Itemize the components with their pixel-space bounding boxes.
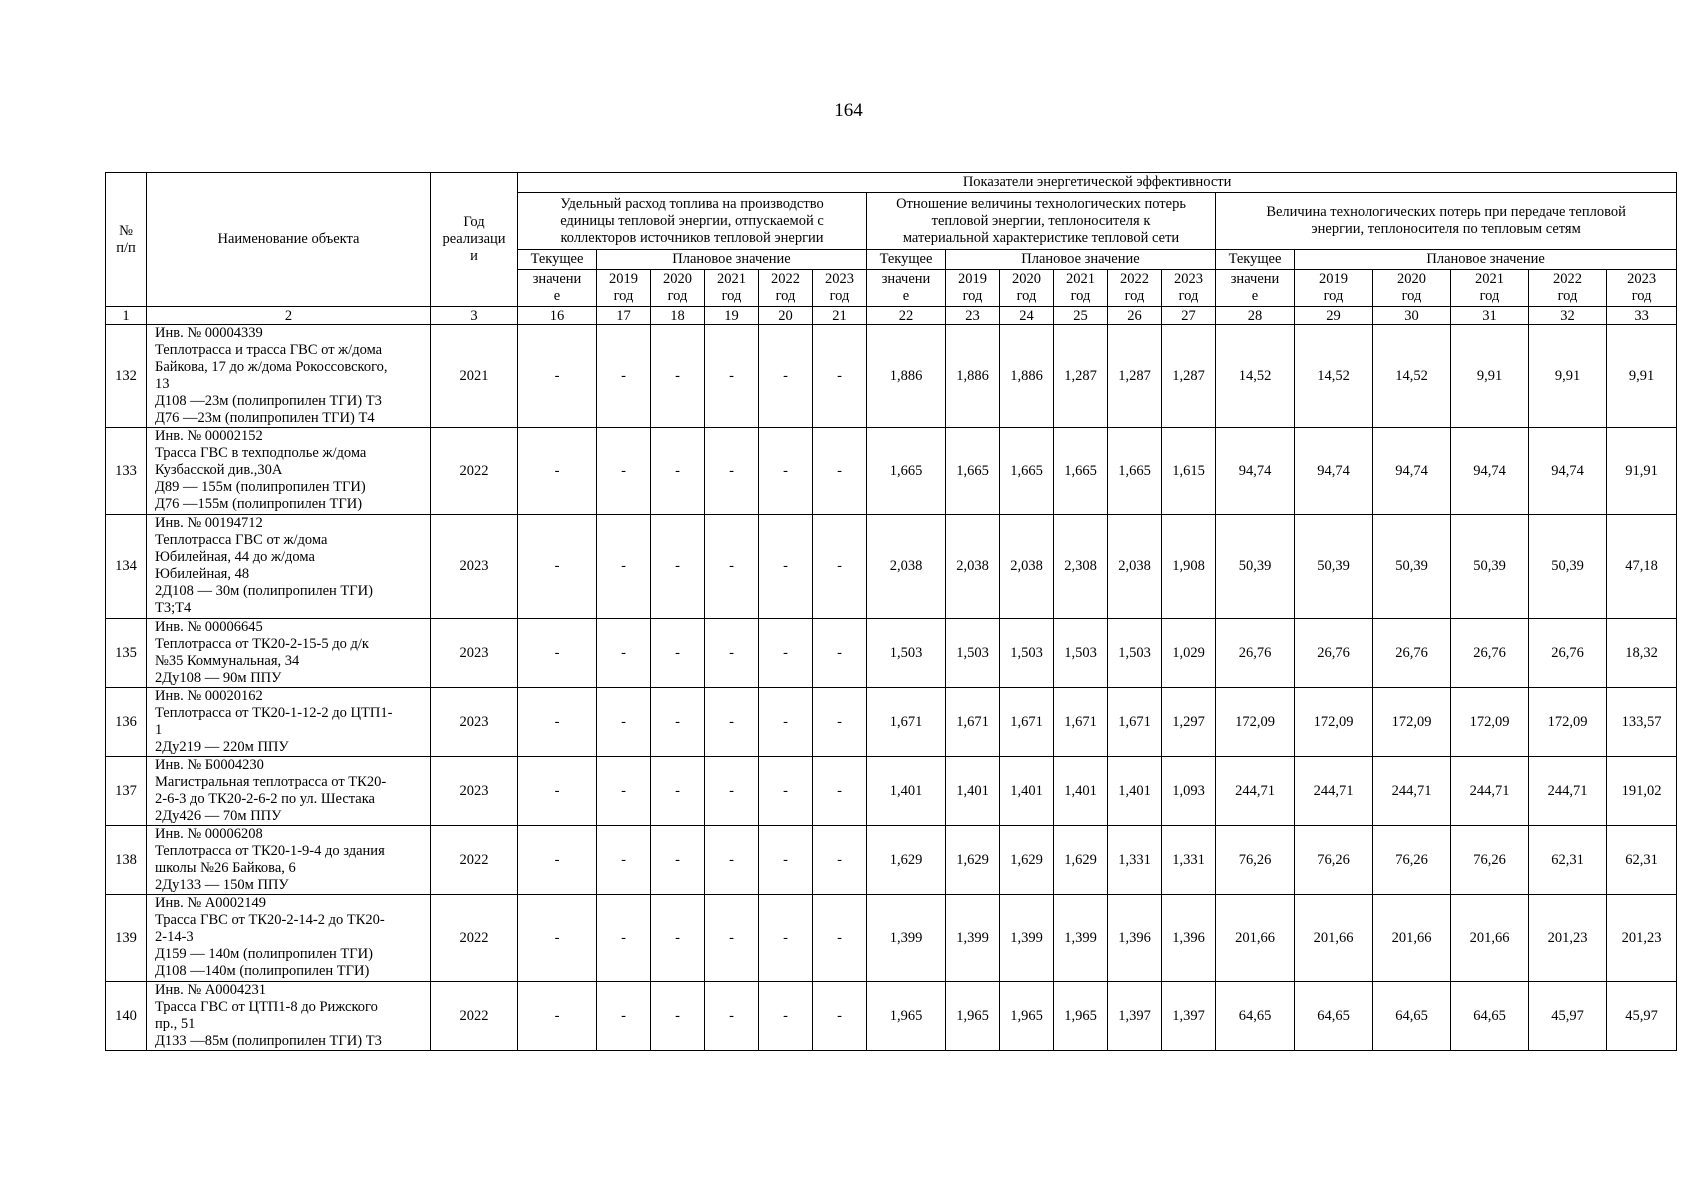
indicator-value: 1,665: [946, 428, 1000, 515]
indicator-value: -: [518, 515, 597, 619]
indicator-value: -: [597, 515, 651, 619]
indicator-value: -: [651, 619, 705, 688]
indicator-value: -: [759, 688, 813, 757]
indicator-value: 50,39: [1216, 515, 1295, 619]
indicator-value: 26,76: [1529, 619, 1607, 688]
row-number: 137: [106, 757, 147, 826]
header-year-4: 2023 год: [1607, 270, 1677, 307]
indicator-value: -: [705, 895, 759, 982]
column-number: 24: [1000, 307, 1054, 325]
indicator-value: -: [705, 515, 759, 619]
indicator-value: 1,665: [867, 428, 946, 515]
indicator-value: 14,52: [1216, 325, 1295, 428]
table-header: [106, 173, 1677, 325]
row-number: 136: [106, 688, 147, 757]
indicator-value: 172,09: [1373, 688, 1451, 757]
indicator-value: 2,038: [1108, 515, 1162, 619]
indicator-value: 201,66: [1373, 895, 1451, 982]
column-number: 20: [759, 307, 813, 325]
indicator-value: 94,74: [1451, 428, 1529, 515]
indicator-value: -: [597, 688, 651, 757]
indicator-value: 47,18: [1607, 515, 1677, 619]
indicator-value: 172,09: [1216, 688, 1295, 757]
row-number: 134: [106, 515, 147, 619]
table-row: [106, 688, 1677, 757]
header-current: Текущее: [1216, 250, 1295, 270]
indicator-value: 64,65: [1451, 982, 1529, 1051]
header-year-2: 2021 год: [1054, 270, 1108, 307]
indicator-value: 1,287: [1054, 325, 1108, 428]
indicator-value: 1,503: [867, 619, 946, 688]
header-year-2: 2021 год: [1451, 270, 1529, 307]
indicator-value: 1,503: [1000, 619, 1054, 688]
indicator-value: -: [518, 688, 597, 757]
indicator-value: 1,399: [867, 895, 946, 982]
indicator-value: 191,02: [1607, 757, 1677, 826]
header-year-2: 2021 год: [705, 270, 759, 307]
indicator-value: -: [705, 982, 759, 1051]
table-row: [106, 325, 1677, 428]
table-row: [106, 757, 1677, 826]
indicator-value: 64,65: [1216, 982, 1295, 1051]
column-number: 30: [1373, 307, 1451, 325]
header-section-losses: Величина технологических потерь при передаче тепловой энергии, теплоносителя по тепловым сетям: [1216, 193, 1677, 250]
indicator-value: -: [759, 757, 813, 826]
indicator-value: 9,91: [1451, 325, 1529, 428]
column-number: 29: [1295, 307, 1373, 325]
column-number: 18: [651, 307, 705, 325]
indicator-value: 64,65: [1295, 982, 1373, 1051]
indicator-value: 1,886: [946, 325, 1000, 428]
indicator-value: 1,331: [1162, 826, 1216, 895]
indicator-value: 1,629: [1054, 826, 1108, 895]
implementation-year: 2023: [431, 688, 518, 757]
table-row: [106, 619, 1677, 688]
indicator-value: 1,671: [1108, 688, 1162, 757]
implementation-year: 2022: [431, 428, 518, 515]
indicator-value: 1,665: [1054, 428, 1108, 515]
indicator-value: 172,09: [1529, 688, 1607, 757]
implementation-year: 2022: [431, 982, 518, 1051]
indicator-value: -: [813, 895, 867, 982]
indicator-value: 94,74: [1529, 428, 1607, 515]
header-num: № п/п: [106, 173, 147, 307]
indicator-value: 76,26: [1216, 826, 1295, 895]
indicator-value: 9,91: [1607, 325, 1677, 428]
header-current-cont: значени е: [518, 270, 597, 307]
table-row: [106, 428, 1677, 515]
indicator-value: -: [759, 325, 813, 428]
indicator-value: -: [651, 325, 705, 428]
table-row: [106, 895, 1677, 982]
column-number: 19: [705, 307, 759, 325]
indicator-value: 1,287: [1162, 325, 1216, 428]
implementation-year: 2023: [431, 515, 518, 619]
indicator-value: 1,671: [1054, 688, 1108, 757]
indicator-value: -: [597, 428, 651, 515]
indicator-value: 76,26: [1295, 826, 1373, 895]
indicator-value: 201,23: [1607, 895, 1677, 982]
energy-efficiency-table: [105, 172, 1677, 1051]
indicator-value: -: [597, 895, 651, 982]
indicator-value: 2,308: [1054, 515, 1108, 619]
indicator-value: 1,629: [1000, 826, 1054, 895]
indicator-value: 244,71: [1216, 757, 1295, 826]
header-current: Текущее: [518, 250, 597, 270]
indicator-value: 244,71: [1529, 757, 1607, 826]
indicator-value: -: [518, 895, 597, 982]
indicator-value: 1,886: [1000, 325, 1054, 428]
indicator-value: -: [651, 515, 705, 619]
header-year-3: 2022 год: [1108, 270, 1162, 307]
row-number: 132: [106, 325, 147, 428]
indicator-value: 172,09: [1295, 688, 1373, 757]
indicator-value: 50,39: [1295, 515, 1373, 619]
header-year-4: 2023 год: [813, 270, 867, 307]
indicator-value: 26,76: [1451, 619, 1529, 688]
column-number: 25: [1054, 307, 1108, 325]
indicator-value: 1,503: [1054, 619, 1108, 688]
indicator-value: 201,66: [1295, 895, 1373, 982]
indicator-value: 1,629: [946, 826, 1000, 895]
header-current: Текущее: [867, 250, 946, 270]
indicator-value: 2,038: [1000, 515, 1054, 619]
object-name: Инв. № 00002152 Трасса ГВС в техподполье ж/дома Кузбасской див.,30А Д89 — 155м (полипропилен ТГИ) Д76 —155м (полипропилен ТГИ): [147, 428, 431, 515]
header-year-1: 2020 год: [651, 270, 705, 307]
indicator-value: 1,503: [1108, 619, 1162, 688]
header-year-1: 2020 год: [1000, 270, 1054, 307]
column-number: 17: [597, 307, 651, 325]
indicator-value: 201,23: [1529, 895, 1607, 982]
indicator-value: -: [597, 826, 651, 895]
indicator-value: 26,76: [1373, 619, 1451, 688]
indicator-value: -: [759, 619, 813, 688]
column-number: 21: [813, 307, 867, 325]
indicator-value: 26,76: [1216, 619, 1295, 688]
indicator-value: 1,629: [867, 826, 946, 895]
indicator-value: 1,297: [1162, 688, 1216, 757]
indicator-value: -: [518, 325, 597, 428]
indicator-value: 1,671: [1000, 688, 1054, 757]
indicator-value: -: [759, 826, 813, 895]
indicator-value: 1,396: [1108, 895, 1162, 982]
indicator-value: 76,26: [1373, 826, 1451, 895]
indicator-value: 1,671: [946, 688, 1000, 757]
indicator-value: 50,39: [1373, 515, 1451, 619]
implementation-year: 2022: [431, 895, 518, 982]
indicator-value: 1,396: [1162, 895, 1216, 982]
indicator-value: 14,52: [1373, 325, 1451, 428]
indicator-value: 1,397: [1108, 982, 1162, 1051]
indicator-value: -: [759, 895, 813, 982]
indicator-value: -: [705, 619, 759, 688]
header-planned: Плановое значение: [1295, 250, 1677, 270]
indicator-value: 172,09: [1451, 688, 1529, 757]
indicator-value: -: [518, 757, 597, 826]
header-section-ratio: Отношение величины технологических потерь тепловой энергии, теплоносителя к материальной характеристике тепловой сети: [867, 193, 1216, 250]
indicator-value: -: [651, 757, 705, 826]
column-number: 16: [518, 307, 597, 325]
indicator-value: -: [813, 325, 867, 428]
column-number: 22: [867, 307, 946, 325]
row-number: 135: [106, 619, 147, 688]
object-name: Инв. № А0002149 Трасса ГВС от ТК20-2-14-2 до ТК20- 2-14-3 Д159 — 140м (полипропилен ТГИ) Д108 —140м (полипропилен ТГИ): [147, 895, 431, 982]
indicator-value: 1,965: [1000, 982, 1054, 1051]
indicator-value: -: [651, 895, 705, 982]
header-year-1: 2020 год: [1373, 270, 1451, 307]
header-year-0: 2019 год: [597, 270, 651, 307]
column-number: 1: [106, 307, 147, 325]
indicator-value: 2,038: [946, 515, 1000, 619]
indicator-value: 91,91: [1607, 428, 1677, 515]
object-name: Инв. № Б0004230 Магистральная теплотрасса от ТК20- 2-6-3 до ТК20-2-6-2 по ул. Шестака 2Ду426 — 70м ППУ: [147, 757, 431, 826]
column-number: 2: [147, 307, 431, 325]
indicator-value: 18,32: [1607, 619, 1677, 688]
header-group-title: Показатели энергетической эффективности: [518, 173, 1677, 193]
indicator-value: 50,39: [1529, 515, 1607, 619]
indicator-value: 244,71: [1451, 757, 1529, 826]
indicator-value: 1,093: [1162, 757, 1216, 826]
indicator-value: -: [597, 619, 651, 688]
object-name: Инв. № 00006645 Теплотрасса от ТК20-2-15-5 до д/к №35 Коммунальная, 34 2Ду108 — 90м ППУ: [147, 619, 431, 688]
indicator-value: 1,965: [1054, 982, 1108, 1051]
indicator-value: 1,331: [1108, 826, 1162, 895]
header-section-fuel: Удельный расход топлива на производство единицы тепловой энергии, отпускаемой с коллекторов источников тепловой энергии: [518, 193, 867, 250]
row-number: 133: [106, 428, 147, 515]
indicator-value: -: [705, 757, 759, 826]
indicator-value: 1,399: [1054, 895, 1108, 982]
object-name: Инв. № 00194712 Теплотрасса ГВС от ж/дома Юбилейная, 44 до ж/дома Юбилейная, 48 2Д108 — 30м (полипропилен ТГИ) Т3;Т4: [147, 515, 431, 619]
object-name: Инв. № 00020162 Теплотрасса от ТК20-1-12-2 до ЦТП1- 1 2Ду219 — 220м ППУ: [147, 688, 431, 757]
header-year-4: 2023 год: [1162, 270, 1216, 307]
indicator-value: -: [651, 826, 705, 895]
indicator-value: -: [813, 757, 867, 826]
page-number: 164: [834, 100, 863, 121]
indicator-value: -: [597, 757, 651, 826]
object-name: Инв. № А0004231 Трасса ГВС от ЦТП1-8 до Рижского пр., 51 Д133 —85м (полипропилен ТГИ) Т3: [147, 982, 431, 1051]
indicator-value: 26,76: [1295, 619, 1373, 688]
indicator-value: -: [705, 325, 759, 428]
indicator-value: 2,038: [867, 515, 946, 619]
table-body: [106, 325, 1677, 1051]
indicator-value: 201,66: [1451, 895, 1529, 982]
indicator-value: 1,401: [1000, 757, 1054, 826]
indicator-value: -: [813, 515, 867, 619]
indicator-value: 94,74: [1295, 428, 1373, 515]
indicator-value: -: [813, 428, 867, 515]
object-name: Инв. № 00006208 Теплотрасса от ТК20-1-9-4 до здания школы №26 Байкова, 6 2Ду133 — 150м ППУ: [147, 826, 431, 895]
row-number: 140: [106, 982, 147, 1051]
header-current-cont: значени е: [1216, 270, 1295, 307]
table-row: [106, 982, 1677, 1051]
column-number: 23: [946, 307, 1000, 325]
indicator-value: 244,71: [1373, 757, 1451, 826]
indicator-value: 1,401: [1054, 757, 1108, 826]
indicator-value: -: [518, 826, 597, 895]
column-number: 27: [1162, 307, 1216, 325]
indicator-value: 76,26: [1451, 826, 1529, 895]
indicator-value: 1,671: [867, 688, 946, 757]
indicator-value: -: [705, 826, 759, 895]
indicator-value: -: [759, 515, 813, 619]
header-planned: Плановое значение: [597, 250, 867, 270]
implementation-year: 2021: [431, 325, 518, 428]
column-number: 33: [1607, 307, 1677, 325]
indicator-value: -: [518, 428, 597, 515]
indicator-value: -: [813, 688, 867, 757]
indicator-value: 62,31: [1529, 826, 1607, 895]
table-row: [106, 515, 1677, 619]
indicator-value: -: [813, 619, 867, 688]
indicator-value: -: [759, 982, 813, 1051]
indicator-value: 201,66: [1216, 895, 1295, 982]
indicator-value: 1,399: [946, 895, 1000, 982]
implementation-year: 2023: [431, 757, 518, 826]
indicator-value: 9,91: [1529, 325, 1607, 428]
row-number: 138: [106, 826, 147, 895]
indicator-value: 50,39: [1451, 515, 1529, 619]
indicator-value: 14,52: [1295, 325, 1373, 428]
column-number: 32: [1529, 307, 1607, 325]
indicator-value: 45,97: [1529, 982, 1607, 1051]
implementation-year: 2023: [431, 619, 518, 688]
header-year-3: 2022 год: [759, 270, 813, 307]
indicator-value: 1,287: [1108, 325, 1162, 428]
header-year: Год реализаци и: [431, 173, 518, 307]
indicator-value: -: [705, 688, 759, 757]
indicator-value: 1,665: [1108, 428, 1162, 515]
indicator-value: -: [651, 428, 705, 515]
indicator-value: -: [597, 982, 651, 1051]
implementation-year: 2022: [431, 826, 518, 895]
indicator-value: 62,31: [1607, 826, 1677, 895]
indicator-value: -: [518, 982, 597, 1051]
indicator-value: 244,71: [1295, 757, 1373, 826]
indicator-value: -: [813, 982, 867, 1051]
indicator-value: 1,401: [1108, 757, 1162, 826]
header-current-cont: значени е: [867, 270, 946, 307]
indicator-value: 1,908: [1162, 515, 1216, 619]
indicator-value: 94,74: [1373, 428, 1451, 515]
indicator-value: 133,57: [1607, 688, 1677, 757]
indicator-value: -: [597, 325, 651, 428]
indicator-value: 1,029: [1162, 619, 1216, 688]
indicator-value: 1,665: [1000, 428, 1054, 515]
indicator-value: -: [651, 982, 705, 1051]
indicator-value: 1,401: [867, 757, 946, 826]
header-year-0: 2019 год: [946, 270, 1000, 307]
indicator-value: -: [518, 619, 597, 688]
indicator-value: 64,65: [1373, 982, 1451, 1051]
column-number: 26: [1108, 307, 1162, 325]
indicator-value: 1,503: [946, 619, 1000, 688]
column-number: 31: [1451, 307, 1529, 325]
indicator-value: -: [813, 826, 867, 895]
indicator-value: 1,401: [946, 757, 1000, 826]
header-year-3: 2022 год: [1529, 270, 1607, 307]
header-name: Наименование объекта: [147, 173, 431, 307]
indicator-value: 45,97: [1607, 982, 1677, 1051]
object-name: Инв. № 00004339 Теплотрасса и трасса ГВС от ж/дома Байкова, 17 до ж/дома Рокоссовского, 13 Д108 —23м (полипропилен ТГИ) Т3 Д76 —23м (полипропилен ТГИ) Т4: [147, 325, 431, 428]
indicator-value: 1,397: [1162, 982, 1216, 1051]
indicator-value: -: [759, 428, 813, 515]
indicator-value: 1,886: [867, 325, 946, 428]
header-planned: Плановое значение: [946, 250, 1216, 270]
table-row: [106, 826, 1677, 895]
indicator-value: -: [705, 428, 759, 515]
indicator-value: -: [651, 688, 705, 757]
header-year-0: 2019 год: [1295, 270, 1373, 307]
indicator-value: 94,74: [1216, 428, 1295, 515]
indicator-value: 1,615: [1162, 428, 1216, 515]
row-number: 139: [106, 895, 147, 982]
indicator-value: 1,965: [946, 982, 1000, 1051]
indicator-value: 1,965: [867, 982, 946, 1051]
column-number: 3: [431, 307, 518, 325]
indicator-value: 1,399: [1000, 895, 1054, 982]
column-number: 28: [1216, 307, 1295, 325]
